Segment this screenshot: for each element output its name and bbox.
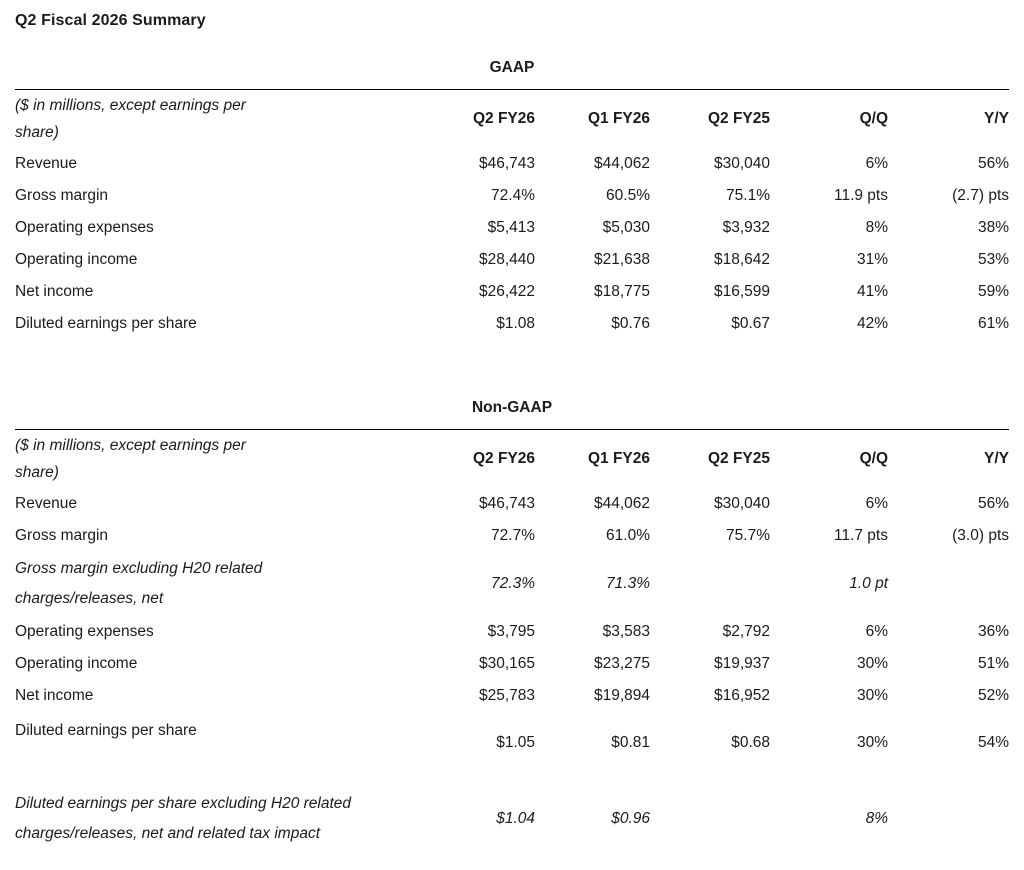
gaap-table (15, 90, 1009, 340)
cell-value: 61% (977, 315, 1009, 332)
table-row (15, 712, 1009, 774)
cell-value: 6% (865, 623, 888, 640)
gaap-section (15, 56, 1009, 340)
header-row (15, 90, 1009, 148)
row-label: Revenue (15, 155, 78, 172)
column-header: Y/Y (984, 450, 1009, 467)
cell-value: $21,638 (593, 251, 650, 268)
cell-value: $25,783 (478, 687, 535, 704)
cell-value: $18,642 (713, 251, 770, 268)
cell-value: $0.81 (611, 734, 650, 751)
column-header: Q2 FY26 (472, 110, 535, 127)
cell-value: 6% (865, 495, 888, 512)
cell-value: $30,040 (713, 155, 770, 172)
column-header: Q1 FY26 (587, 110, 650, 127)
cell-value: 72.3% (491, 575, 535, 592)
cell-value: $23,275 (593, 655, 650, 672)
cell-value: $0.76 (611, 315, 650, 332)
row-label: Operating expenses (15, 623, 154, 640)
table-row (15, 552, 1009, 616)
table-row (15, 180, 1009, 212)
table-row (15, 680, 1009, 712)
cell-value: $30,165 (478, 655, 535, 672)
cell-value: 56% (977, 155, 1009, 172)
table-row (15, 774, 1009, 864)
cell-value: 53% (977, 251, 1009, 268)
cell-value: 42% (856, 315, 888, 332)
cell-value: $30,040 (713, 495, 770, 512)
row-label: Revenue (15, 495, 78, 512)
table-row (15, 616, 1009, 648)
cell-value: 1.0 pt (849, 575, 888, 592)
table-row (15, 308, 1009, 340)
column-header: Q2 FY25 (707, 110, 770, 127)
row-label: Diluted earnings per share (15, 315, 197, 332)
cell-value: 75.1% (726, 187, 770, 204)
cell-value: $19,937 (713, 655, 770, 672)
cell-value: 8% (865, 219, 888, 236)
table-row (15, 488, 1009, 520)
cell-value: $44,062 (593, 495, 650, 512)
cell-value: 41% (856, 283, 888, 300)
table-row (15, 148, 1009, 180)
table-row (15, 648, 1009, 680)
cell-value: $46,743 (478, 155, 535, 172)
cell-value: 36% (977, 623, 1009, 640)
table-row (15, 276, 1009, 308)
column-header: Q2 FY25 (707, 450, 770, 467)
row-label: Operating income (15, 655, 138, 672)
row-label: Net income (15, 283, 94, 300)
cell-value: 75.7% (726, 527, 770, 544)
cell-value: $16,952 (713, 687, 770, 704)
non-gaap-section (15, 396, 1009, 864)
row-label: Gross margin (15, 527, 109, 544)
cell-value: 56% (977, 495, 1009, 512)
table-row (15, 212, 1009, 244)
column-header: Q1 FY26 (587, 450, 650, 467)
cell-value: $2,792 (722, 623, 770, 640)
row-label: Net income (15, 687, 94, 704)
cell-value: $0.68 (731, 734, 770, 751)
cell-value (888, 552, 1009, 616)
cell-value: 30% (856, 687, 888, 704)
row-label: Gross margin excluding H20 related charges/releases, net (15, 560, 263, 607)
cell-value: $3,795 (487, 623, 535, 640)
unit-note-cell (15, 430, 440, 488)
table-row (15, 520, 1009, 552)
non-gaap-table-title: Non-GAAP (471, 399, 553, 416)
unit-note-cell (15, 90, 440, 148)
cell-value: (3.0) pts (952, 527, 1009, 544)
column-header: Q2 FY26 (472, 450, 535, 467)
cell-value: $0.96 (611, 810, 650, 827)
non-gaap-table (15, 430, 1009, 864)
cell-value: 54% (977, 734, 1009, 751)
cell-value: 72.7% (491, 527, 535, 544)
row-label: Diluted earnings per share excluding H20 related charges/releases, net and related tax impact (15, 795, 352, 842)
cell-value: $3,583 (602, 623, 650, 640)
cell-value: $1.08 (496, 315, 535, 332)
cell-value: $19,894 (593, 687, 650, 704)
row-label: Operating expenses (15, 219, 154, 236)
header-row (15, 430, 1009, 488)
cell-value: 61.0% (606, 527, 650, 544)
cell-value: $1.04 (496, 810, 535, 827)
unit-note: ($ in millions, except earnings per share) (15, 97, 246, 141)
cell-value: 8% (865, 810, 888, 827)
cell-value: 52% (977, 687, 1009, 704)
cell-value (650, 774, 770, 864)
cell-value: 72.4% (491, 187, 535, 204)
page-title: Q2 Fiscal 2026 Summary (15, 12, 206, 29)
cell-value: $44,062 (593, 155, 650, 172)
cell-value: (2.7) pts (952, 187, 1009, 204)
cell-value: $3,932 (722, 219, 770, 236)
cell-value: 11.7 pts (833, 527, 888, 544)
cell-value (888, 774, 1009, 864)
cell-value: 59% (977, 283, 1009, 300)
row-label: Diluted earnings per share (15, 722, 197, 739)
column-header: Q/Q (859, 110, 888, 127)
cell-value: 38% (977, 219, 1009, 236)
cell-value: 6% (865, 155, 888, 172)
cell-value: $26,422 (478, 283, 535, 300)
cell-value: $0.67 (731, 315, 770, 332)
cell-value: 11.9 pts (833, 187, 888, 204)
column-header: Y/Y (984, 110, 1009, 127)
cell-value: 30% (856, 655, 888, 672)
cell-value: 31% (856, 251, 888, 268)
unit-note: ($ in millions, except earnings per share) (15, 437, 246, 481)
table-row (15, 244, 1009, 276)
cell-value: 60.5% (606, 187, 650, 204)
cell-value: $46,743 (478, 495, 535, 512)
cell-value: 71.3% (606, 575, 650, 592)
cell-value (650, 552, 770, 616)
cell-value: $16,599 (713, 283, 770, 300)
cell-value: $28,440 (478, 251, 535, 268)
cell-value: $18,775 (593, 283, 650, 300)
cell-value: $5,030 (602, 219, 650, 236)
cell-value: $5,413 (487, 219, 535, 236)
row-label: Gross margin (15, 187, 109, 204)
cell-value: 51% (977, 655, 1009, 672)
column-header: Q/Q (859, 450, 888, 467)
cell-value: 30% (856, 734, 888, 751)
gaap-table-title: GAAP (489, 59, 535, 76)
row-label: Operating income (15, 251, 138, 268)
cell-value: $1.05 (496, 734, 535, 751)
